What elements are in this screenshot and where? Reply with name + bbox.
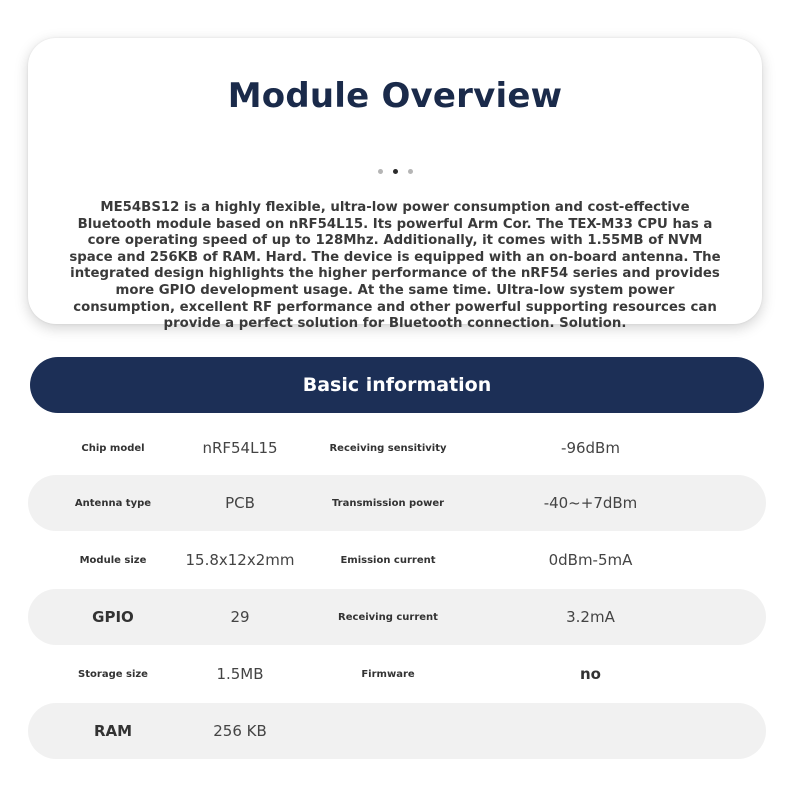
spec-value: 256 KB (213, 722, 267, 740)
basic-info-title: Basic information (302, 374, 492, 396)
carousel-dot-1[interactable] (378, 169, 383, 174)
carousel-dot-3[interactable] (408, 169, 413, 174)
spec-value: 29 (230, 608, 250, 626)
spec-label: RAM (93, 722, 133, 740)
spec-label: Module size (79, 554, 147, 566)
spec-value: 15.8x12x2mm (185, 551, 295, 569)
carousel-dot-2[interactable] (393, 169, 398, 174)
spec-label: Firmware (361, 668, 415, 680)
spec-label: Receiving current (338, 611, 438, 623)
spec-label: Emission current (340, 554, 436, 566)
overview-title: Module Overview (227, 76, 563, 116)
spec-label: Antenna type (74, 497, 152, 509)
module-overview-card (28, 38, 762, 332)
spec-label: Transmission power (331, 497, 445, 509)
spec-value: -96dBm (561, 439, 620, 457)
spec-label: Storage size (78, 668, 148, 680)
spec-value: PCB (225, 494, 255, 512)
spec-row-chip-model (28, 420, 766, 476)
spec-value: 0dBm-5mA (548, 551, 633, 569)
spec-label (326, 703, 450, 759)
basic-info-banner (30, 357, 764, 413)
carousel-dots (28, 169, 762, 175)
spec-row-antenna-type (28, 475, 766, 531)
spec-value: 1.5MB (216, 665, 264, 683)
spec-value: nRF54L15 (202, 439, 278, 457)
spec-value: no (580, 665, 601, 683)
overview-description: ME54BS12 is a highly flexible, ultra-low power consumption and cost-effective Bluetooth module based on nRF54L15. Its powerful Arm Cor. The TEX-M33 CPU has a core operating speed of up to 128Mhz. Additionally, it comes with 1.55MB of NVM space and 256KB of RAM. Hard. The device is equipped with an on-board antenna. The integrated design highlights the higher performance of the nRF54 series and provides more GPIO development usage. At the same time. Ultra-low system power consumption, excellent RF performance and other powerful supporting resources can provide a perfect solution for Bluetooth connection. Solution. (69, 200, 721, 332)
spec-value (523, 703, 658, 759)
spec-label: Chip model (81, 442, 145, 454)
spec-row-module-size (28, 532, 766, 588)
spec-label: Receiving sensitivity (329, 442, 447, 454)
spec-row-gpio (28, 589, 766, 645)
spec-row-storage-size (28, 646, 766, 702)
spec-row-ram (28, 703, 766, 759)
spec-value: 3.2mA (566, 608, 615, 626)
spec-label: GPIO (92, 608, 134, 626)
spec-value: -40~+7dBm (543, 494, 638, 512)
